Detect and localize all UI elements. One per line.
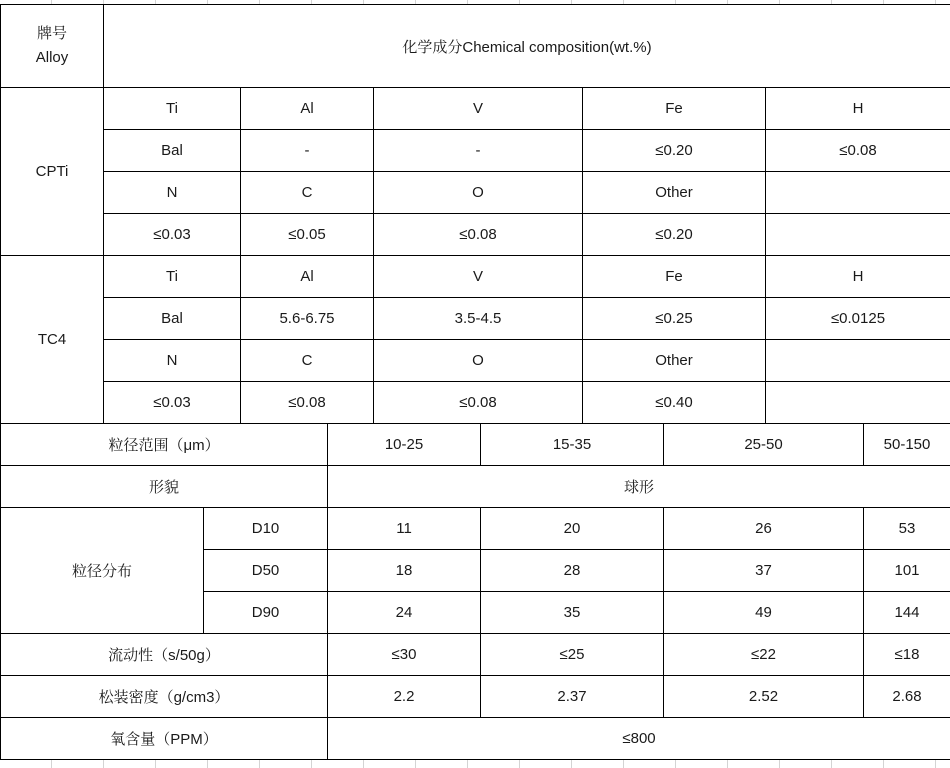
table-row bbox=[1, 298, 950, 340]
table-cell: C bbox=[241, 172, 374, 214]
table-cell: ≤0.08 bbox=[374, 214, 583, 256]
table-cell: - bbox=[241, 130, 374, 172]
table-cell: 2.52 bbox=[664, 676, 864, 718]
composition-header-cell: 化学成分Chemical composition(wt.%) bbox=[104, 5, 950, 88]
flowability-label: 流动性（s/50g） bbox=[1, 634, 328, 676]
table-cell: ≤18 bbox=[864, 634, 950, 676]
table-cell bbox=[766, 382, 950, 424]
table-row bbox=[1, 718, 950, 760]
table-cell: 5.6-6.75 bbox=[241, 298, 374, 340]
table-cell bbox=[766, 340, 950, 382]
alloy-name-cpti: CPTi bbox=[1, 88, 104, 256]
table-cell: ≤30 bbox=[328, 634, 481, 676]
table-cell: Fe bbox=[583, 88, 766, 130]
table-cell: O bbox=[374, 340, 583, 382]
morphology-value: 球形 bbox=[328, 466, 950, 508]
table-row bbox=[1, 214, 950, 256]
table-row bbox=[1, 172, 950, 214]
table-cell: 25-50 bbox=[664, 424, 864, 466]
table-cell: Bal bbox=[104, 298, 241, 340]
table-cell: 2.68 bbox=[864, 676, 950, 718]
oxygen-content-value: ≤800 bbox=[328, 718, 950, 760]
table-cell: 11 bbox=[328, 508, 481, 550]
table-cell: 15-35 bbox=[481, 424, 664, 466]
size-range-label: 粒径范围（μm） bbox=[1, 424, 328, 466]
table-row bbox=[1, 130, 950, 172]
chemical-composition-table bbox=[0, 4, 950, 424]
morphology-label: 形貌 bbox=[1, 466, 328, 508]
table-cell: 3.5-4.5 bbox=[374, 298, 583, 340]
table-cell bbox=[766, 172, 950, 214]
table-cell: ≤22 bbox=[664, 634, 864, 676]
powder-properties-table bbox=[0, 423, 950, 760]
table-cell: ≤0.20 bbox=[583, 214, 766, 256]
alloy-header-cell bbox=[1, 5, 104, 88]
table-cell: V bbox=[374, 256, 583, 298]
table-cell: ≤0.08 bbox=[374, 382, 583, 424]
table-cell: 20 bbox=[481, 508, 664, 550]
table-row bbox=[1, 382, 950, 424]
table-cell: ≤0.20 bbox=[583, 130, 766, 172]
table-cell: 49 bbox=[664, 592, 864, 634]
table-cell: O bbox=[374, 172, 583, 214]
table-cell bbox=[766, 214, 950, 256]
table-cell: ≤25 bbox=[481, 634, 664, 676]
table-cell: 101 bbox=[864, 550, 950, 592]
table-cell: H bbox=[766, 88, 950, 130]
table-cell: 144 bbox=[864, 592, 950, 634]
table-cell: ≤0.03 bbox=[104, 382, 241, 424]
table-cell: C bbox=[241, 340, 374, 382]
alloy-header-zh: 牌号 bbox=[1, 22, 103, 46]
table-cell: Other bbox=[583, 172, 766, 214]
table-cell: Ti bbox=[104, 88, 241, 130]
table-cell: 37 bbox=[664, 550, 864, 592]
table-cell: ≤0.08 bbox=[241, 382, 374, 424]
table-cell: - bbox=[374, 130, 583, 172]
distribution-label: 粒径分布 bbox=[1, 508, 204, 634]
table-cell: 28 bbox=[481, 550, 664, 592]
table-row bbox=[1, 5, 950, 88]
table-cell: 50-150 bbox=[864, 424, 950, 466]
table-cell: Ti bbox=[104, 256, 241, 298]
table-cell: 26 bbox=[664, 508, 864, 550]
table-row bbox=[1, 466, 950, 508]
table-cell: 10-25 bbox=[328, 424, 481, 466]
table-cell: 24 bbox=[328, 592, 481, 634]
table-cell: ≤0.25 bbox=[583, 298, 766, 340]
table-cell: ≤0.08 bbox=[766, 130, 950, 172]
table-cell: ≤0.40 bbox=[583, 382, 766, 424]
table-cell: H bbox=[766, 256, 950, 298]
alloy-name-tc4: TC4 bbox=[1, 256, 104, 424]
table-cell: 53 bbox=[864, 508, 950, 550]
apparent-density-label: 松装密度（g/cm3） bbox=[1, 676, 328, 718]
table-cell: ≤0.03 bbox=[104, 214, 241, 256]
table-cell: Bal bbox=[104, 130, 241, 172]
table-cell: ≤0.0125 bbox=[766, 298, 950, 340]
table-row bbox=[1, 634, 950, 676]
table-row bbox=[1, 88, 950, 130]
distribution-d50-label: D50 bbox=[204, 550, 328, 592]
table-cell: ≤0.05 bbox=[241, 214, 374, 256]
table-cell: V bbox=[374, 88, 583, 130]
table-row bbox=[1, 424, 950, 466]
table-cell: 2.2 bbox=[328, 676, 481, 718]
table-cell: Al bbox=[241, 256, 374, 298]
distribution-d10-label: D10 bbox=[204, 508, 328, 550]
table-cell: Al bbox=[241, 88, 374, 130]
table-cell: Fe bbox=[583, 256, 766, 298]
table-row bbox=[1, 340, 950, 382]
table-cell: Other bbox=[583, 340, 766, 382]
table-cell: N bbox=[104, 172, 241, 214]
table-row bbox=[1, 508, 950, 550]
distribution-d90-label: D90 bbox=[204, 592, 328, 634]
table-cell: 18 bbox=[328, 550, 481, 592]
table-cell: N bbox=[104, 340, 241, 382]
table-cell: 2.37 bbox=[481, 676, 664, 718]
table-cell: 35 bbox=[481, 592, 664, 634]
alloy-header-en: Alloy bbox=[1, 46, 103, 70]
table-row bbox=[1, 256, 950, 298]
spreadsheet-gridlines-bottom bbox=[0, 760, 950, 768]
table-row bbox=[1, 676, 950, 718]
oxygen-content-label: 氧含量（PPM） bbox=[1, 718, 328, 760]
